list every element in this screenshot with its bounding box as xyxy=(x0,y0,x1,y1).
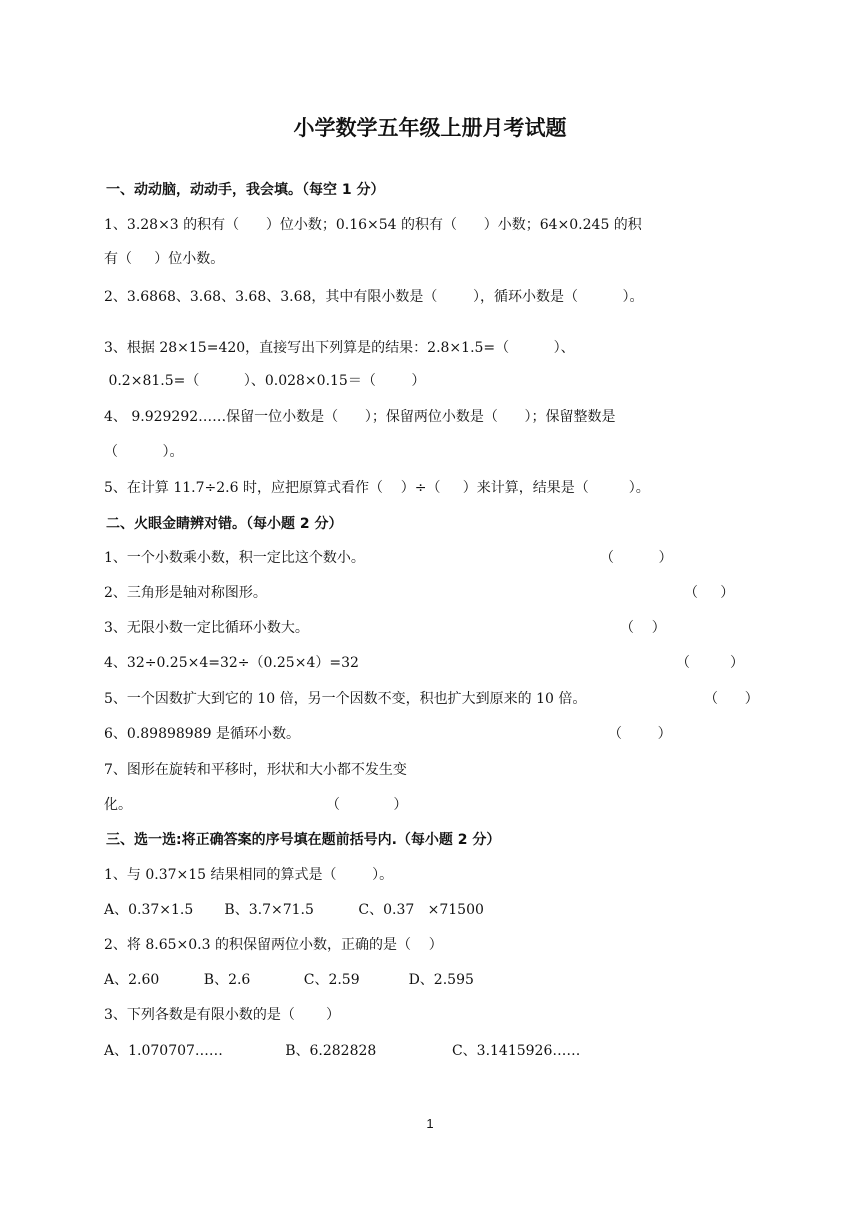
q1-1-line1: 1、3.28×3 的积有（ ）位小数；0.16×54 的积有（ ）小数；64×0.245 的积 xyxy=(104,217,642,233)
q1-5: 5、在计算 11.7÷2.6 时，应把原算式看作（ ）÷（ ）来计算，结果是（ ）。 xyxy=(104,480,650,496)
q2-4-answer-blank[interactable]: （ ） xyxy=(676,655,745,671)
page-number: 1 xyxy=(426,1116,434,1131)
q2-7-text-line2: 化。 xyxy=(104,797,132,813)
q2-4-text: 4、32÷0.25×4=32÷（0.25×4）=32 xyxy=(104,655,359,671)
section-1-heading: 一、动动脑，动动手，我会填。（每空 1 分） xyxy=(106,182,385,198)
q3-3: 3、下列各数是有限小数的是（ ） xyxy=(104,1007,341,1023)
q1-1-line2: 有（ ）位小数。 xyxy=(104,251,225,267)
q2-6-text: 6、0.89898989 是循环小数。 xyxy=(104,726,300,742)
q1-4-line1: 4、 9.929292……保留一位小数是（ ）；保留两位小数是（ ）；保留整数是 xyxy=(104,409,616,425)
q3-2-options: A、2.60 B、2.6 C、2.59 D、2.595 xyxy=(104,972,474,988)
q2-2-answer-blank[interactable]: （ ） xyxy=(684,585,735,601)
q2-5-text: 5、一个因数扩大到它的 10 倍，另一个因数不变，积也扩大到原来的 10 倍。 xyxy=(104,691,587,707)
q2-5-answer-blank[interactable]: （ ） xyxy=(704,691,759,707)
q2-1-answer-blank[interactable]: （ ） xyxy=(600,550,673,566)
q3-2: 2、将 8.65×0.3 的积保留两位小数，正确的是（ ） xyxy=(104,937,443,953)
q1-2: 2、3.6868、3.68、3.68、3.68，其中有限小数是（ ），循环小数是（ ）。 xyxy=(104,289,644,305)
page-title: 小学数学五年级上册月考试题 xyxy=(293,116,567,140)
q2-6-answer-blank[interactable]: （ ） xyxy=(608,726,672,742)
section-3-heading: 三、选一选:将正确答案的序号填在题前括号内.（每小题 2 分） xyxy=(106,832,501,848)
q3-3-options: A、1.070707…… B、6.282828 C、3.1415926…… xyxy=(104,1043,581,1059)
q2-3-text: 3、无限小数一定比循环小数大。 xyxy=(104,620,309,636)
q1-3-line1: 3、根据 28×15=420，直接写出下列算是的结果：2.8×1.5=（ ）、 xyxy=(104,340,575,356)
q2-1-text: 1、一个小数乘小数，积一定比这个数小。 xyxy=(104,550,365,566)
q2-2-text: 2、三角形是轴对称图形。 xyxy=(104,585,267,601)
q2-7-text-line1: 7、图形在旋转和平移时，形状和大小都不发生变 xyxy=(104,762,407,778)
q2-7-answer-blank[interactable]: （ ） xyxy=(326,797,408,813)
q3-1: 1、与 0.37×15 结果相同的算式是（ ）。 xyxy=(104,867,394,883)
q1-4-line2: （ ）。 xyxy=(104,444,184,460)
q2-3-answer-blank[interactable]: （ ） xyxy=(620,620,666,636)
section-2-heading: 二、火眼金睛辨对错。（每小题 2 分） xyxy=(106,516,343,532)
q3-1-options: A、0.37×1.5 B、3.7×71.5 C、0.37 ×71500 xyxy=(104,902,484,918)
q1-3-line2: 0.2×81.5=（ ）、0.028×0.15＝（ ） xyxy=(104,373,426,389)
